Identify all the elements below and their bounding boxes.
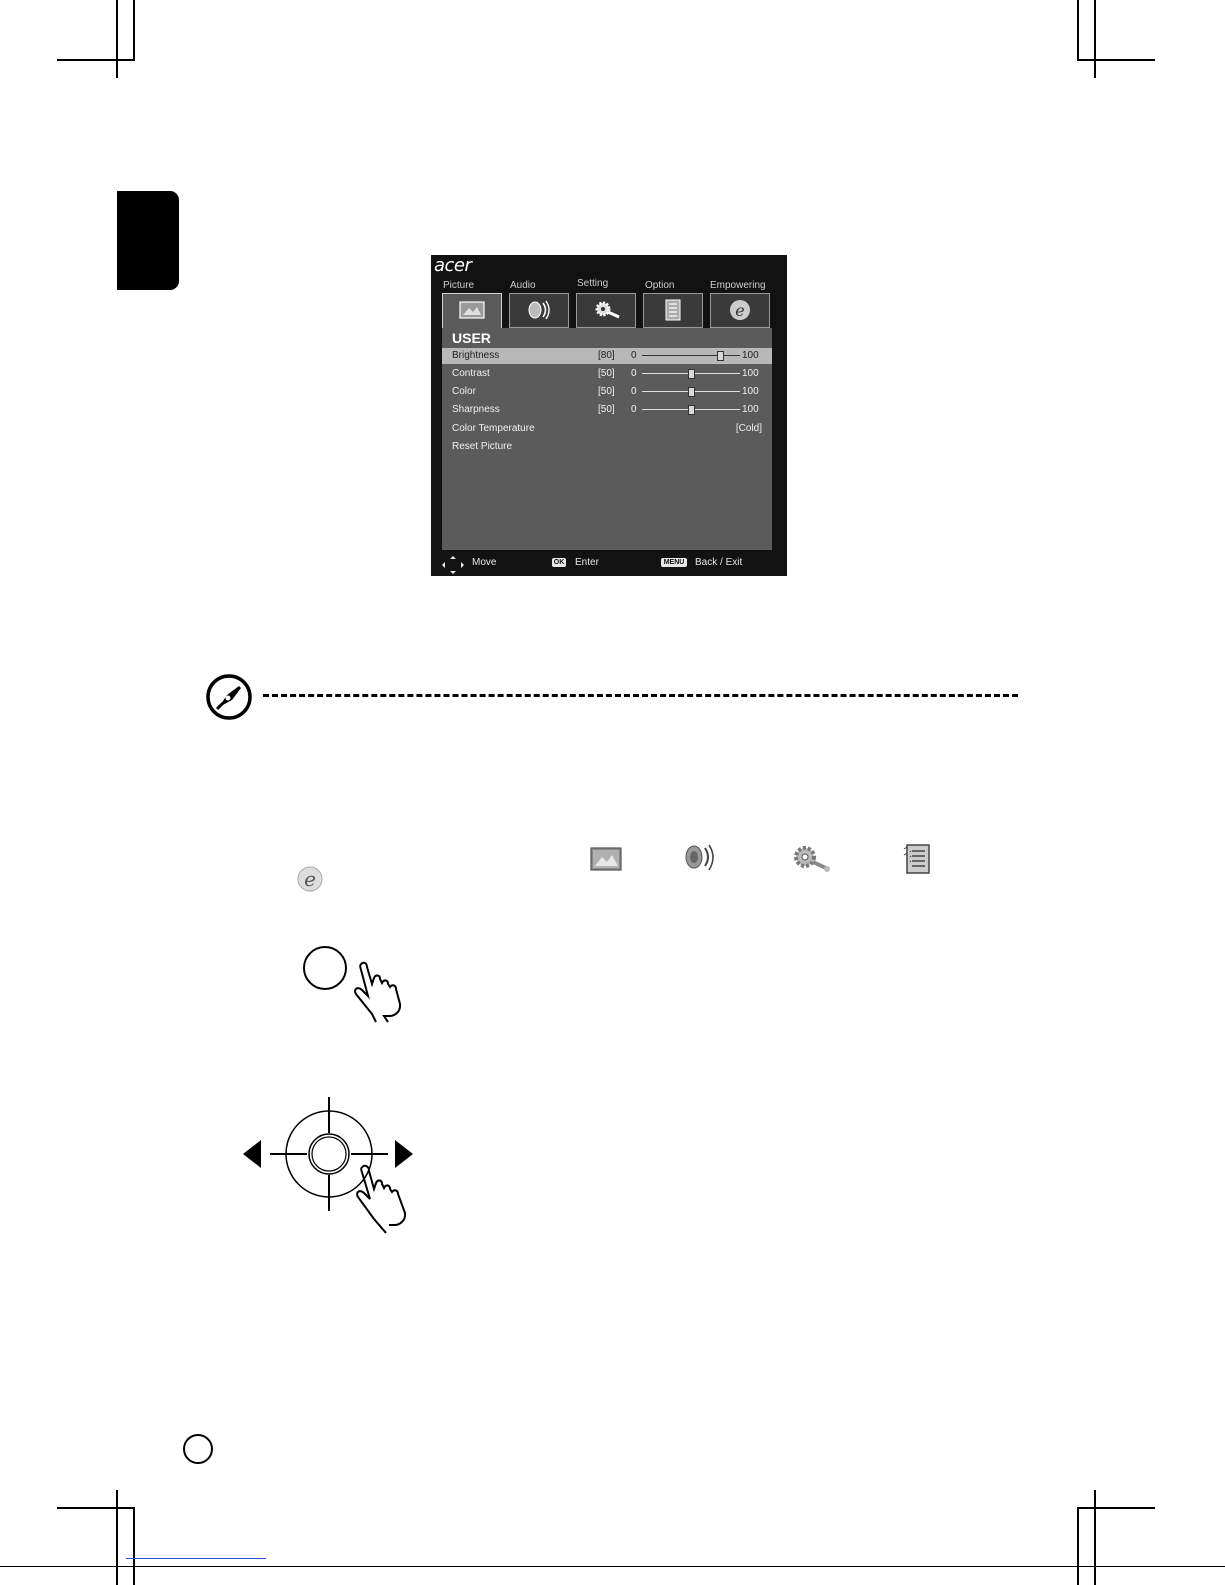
slider-max: 100 — [742, 368, 759, 379]
option-icon — [900, 843, 934, 875]
svg-text:e: e — [735, 301, 745, 320]
crop-mark — [133, 1508, 135, 1585]
crop-mark — [1077, 1507, 1155, 1509]
row-sharpness[interactable] — [442, 402, 772, 418]
slider-knob[interactable] — [688, 387, 695, 397]
menu-key-badge: MENU — [661, 558, 687, 567]
row-value: [Cold] — [735, 423, 762, 434]
row-label: Sharpness — [452, 404, 500, 415]
slider-min: 0 — [631, 386, 637, 397]
row-value: [50] — [598, 368, 615, 379]
acer-logo: acer — [434, 255, 472, 276]
picture-mode-title: USER — [452, 330, 491, 346]
chapter-tab — [117, 191, 179, 290]
crop-mark — [1077, 0, 1079, 60]
footer-back-label: Back / Exit — [695, 557, 743, 568]
crop-mark — [1094, 1490, 1096, 1585]
slider-track[interactable] — [642, 409, 740, 410]
setting-icon — [593, 299, 621, 321]
crop-mark — [116, 0, 118, 78]
slider-knob[interactable] — [688, 405, 695, 415]
crop-mark — [1094, 0, 1096, 78]
slider-track[interactable] — [642, 373, 740, 374]
footer-move-label: Move — [472, 557, 497, 568]
audio-icon — [526, 299, 552, 321]
empowering-icon — [296, 865, 324, 893]
picture-icon — [459, 299, 485, 321]
row-color[interactable] — [442, 384, 772, 400]
slider-max: 100 — [742, 404, 759, 415]
slider-track[interactable] — [642, 391, 740, 392]
bottom-link-underline — [126, 1558, 266, 1559]
row-value: [50] — [598, 404, 615, 415]
setting-icon — [791, 843, 831, 875]
row-reset-picture[interactable] — [442, 439, 772, 455]
row-value: [80] — [598, 350, 615, 361]
tab-empowering[interactable] — [710, 293, 770, 328]
slider-min: 0 — [631, 404, 637, 415]
row-label: Reset Picture — [452, 441, 513, 452]
crop-mark — [1077, 1508, 1079, 1585]
row-label: Brightness — [452, 350, 500, 361]
empowering-icon — [727, 299, 753, 321]
note-divider — [263, 694, 1018, 697]
footer-enter-label: Enter — [575, 557, 599, 568]
button-press-illustration — [302, 944, 406, 1024]
crop-mark — [57, 1507, 135, 1509]
tab-picture[interactable] — [442, 293, 502, 329]
row-label: Color — [452, 386, 476, 397]
slider-knob[interactable] — [717, 351, 724, 361]
tab-audio-label[interactable]: Audio — [510, 280, 536, 291]
crop-mark — [116, 1490, 118, 1585]
tab-empowering-label[interactable]: Empowering — [710, 280, 766, 291]
row-label: Color Temperature — [452, 423, 535, 434]
navigation-pad-illustration — [243, 1091, 418, 1236]
slider-min: 0 — [631, 368, 637, 379]
ok-key-badge: OK — [553, 559, 565, 566]
slider-min: 0 — [631, 350, 637, 361]
bottom-rule — [0, 1566, 1225, 1567]
tab-picture-label[interactable]: Picture — [443, 280, 475, 291]
svg-text:e: e — [304, 867, 316, 891]
row-value: [50] — [598, 386, 615, 397]
tab-option-label[interactable]: Option — [645, 280, 675, 291]
osd-menu-screenshot — [431, 255, 787, 576]
slider-max: 100 — [742, 386, 759, 397]
option-icon — [660, 299, 686, 321]
crop-mark — [1077, 59, 1155, 61]
osd-footer — [431, 555, 787, 576]
slider-max: 100 — [742, 350, 759, 361]
osd-content-panel — [442, 328, 772, 550]
tab-setting[interactable] — [576, 293, 636, 328]
picture-icon — [589, 845, 623, 873]
row-brightness[interactable] — [442, 348, 772, 364]
slider-knob[interactable] — [688, 369, 695, 379]
page-number-badge — [182, 1433, 214, 1465]
audio-icon — [682, 843, 718, 873]
slider-track[interactable] — [642, 355, 740, 356]
crop-mark — [133, 0, 135, 60]
crop-mark — [57, 59, 135, 61]
tab-setting-label[interactable]: Setting — [577, 278, 609, 289]
navigation-arrows-icon — [442, 556, 464, 574]
row-contrast[interactable] — [442, 366, 772, 382]
row-color-temperature[interactable] — [442, 421, 772, 437]
row-label: Contrast — [452, 368, 490, 379]
tab-option[interactable] — [643, 293, 703, 328]
tab-audio[interactable] — [509, 293, 569, 328]
note-icon — [205, 673, 253, 721]
